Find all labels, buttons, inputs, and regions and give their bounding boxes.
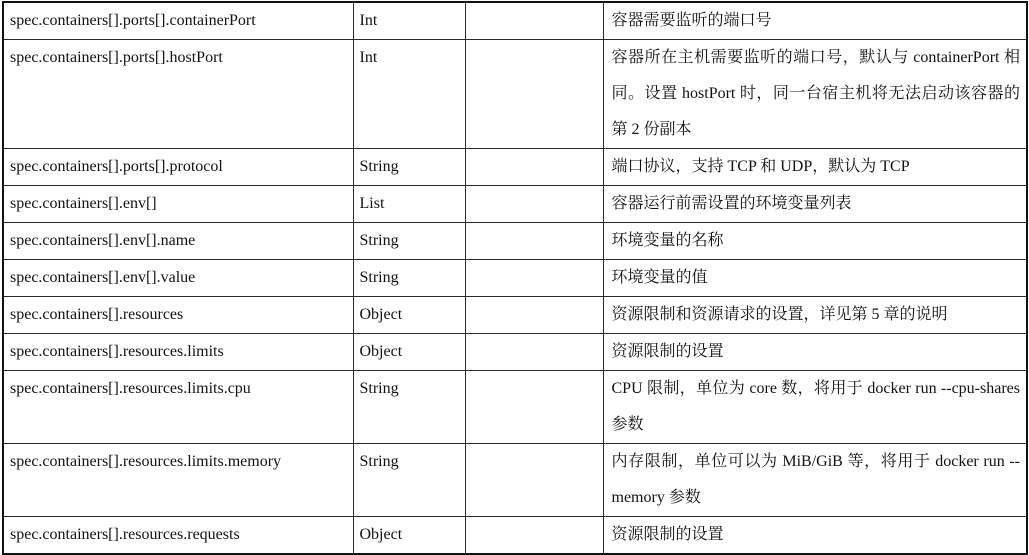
field-description-cell: 环境变量的名称: [603, 223, 1027, 260]
table-row: [3, 149, 1027, 186]
spec-table-body: [3, 2, 1027, 554]
table-row: [3, 260, 1027, 297]
field-description-cell: 资源限制和资源请求的设置，详见第 5 章的说明: [603, 297, 1027, 334]
field-name-cell: spec.containers[].env[]: [3, 186, 353, 223]
field-type-cell: String: [353, 149, 465, 186]
field-description-cell: 容器需要监听的端口号: [603, 2, 1027, 40]
field-type-cell: Int: [353, 40, 465, 149]
field-description-cell: 端口协议，支持 TCP 和 UDP，默认为 TCP: [603, 149, 1027, 186]
field-name-cell: spec.containers[].resources: [3, 297, 353, 334]
field-description-cell: 资源限制的设置: [603, 334, 1027, 371]
field-required-cell: [465, 40, 603, 149]
field-required-cell: [465, 297, 603, 334]
field-description-cell: 资源限制的设置: [603, 517, 1027, 555]
field-name-cell: spec.containers[].ports[].containerPort: [3, 2, 353, 40]
field-name-cell: spec.containers[].resources.limits.cpu: [3, 371, 353, 444]
table-row: [3, 186, 1027, 223]
field-required-cell: [465, 517, 603, 555]
field-required-cell: [465, 2, 603, 40]
table-row: [3, 517, 1027, 555]
field-name-cell: spec.containers[].ports[].protocol: [3, 149, 353, 186]
field-type-cell: String: [353, 260, 465, 297]
field-name-cell: spec.containers[].env[].value: [3, 260, 353, 297]
field-description-cell: 环境变量的值: [603, 260, 1027, 297]
field-type-cell: Object: [353, 334, 465, 371]
field-required-cell: [465, 334, 603, 371]
field-type-cell: Object: [353, 297, 465, 334]
table-row: [3, 40, 1027, 149]
field-type-cell: String: [353, 371, 465, 444]
field-required-cell: [465, 260, 603, 297]
spec-field-table: [2, 1, 1028, 555]
field-type-cell: Object: [353, 517, 465, 555]
field-type-cell: List: [353, 186, 465, 223]
field-description-cell: 容器所在主机需要监听的端口号，默认与 containerPort 相同。设置 hostPort 时，同一台宿主机将无法启动该容器的第 2 份副本: [603, 40, 1027, 149]
field-description-cell: 内存限制，单位可以为 MiB/GiB 等，将用于 docker run --memory 参数: [603, 444, 1027, 517]
table-row: [3, 371, 1027, 444]
field-name-cell: spec.containers[].ports[].hostPort: [3, 40, 353, 149]
table-row: [3, 223, 1027, 260]
field-name-cell: spec.containers[].resources.limits.memory: [3, 444, 353, 517]
field-name-cell: spec.containers[].env[].name: [3, 223, 353, 260]
field-required-cell: [465, 149, 603, 186]
field-required-cell: [465, 186, 603, 223]
field-type-cell: Int: [353, 2, 465, 40]
field-description-cell: 容器运行前需设置的环境变量列表: [603, 186, 1027, 223]
field-name-cell: spec.containers[].resources.requests: [3, 517, 353, 555]
field-description-cell: CPU 限制，单位为 core 数，将用于 docker run --cpu-shares 参数: [603, 371, 1027, 444]
field-type-cell: String: [353, 444, 465, 517]
field-required-cell: [465, 223, 603, 260]
table-row: [3, 2, 1027, 40]
table-row: [3, 297, 1027, 334]
field-name-cell: spec.containers[].resources.limits: [3, 334, 353, 371]
field-required-cell: [465, 371, 603, 444]
table-row: [3, 444, 1027, 517]
field-type-cell: String: [353, 223, 465, 260]
table-row: [3, 334, 1027, 371]
field-required-cell: [465, 444, 603, 517]
